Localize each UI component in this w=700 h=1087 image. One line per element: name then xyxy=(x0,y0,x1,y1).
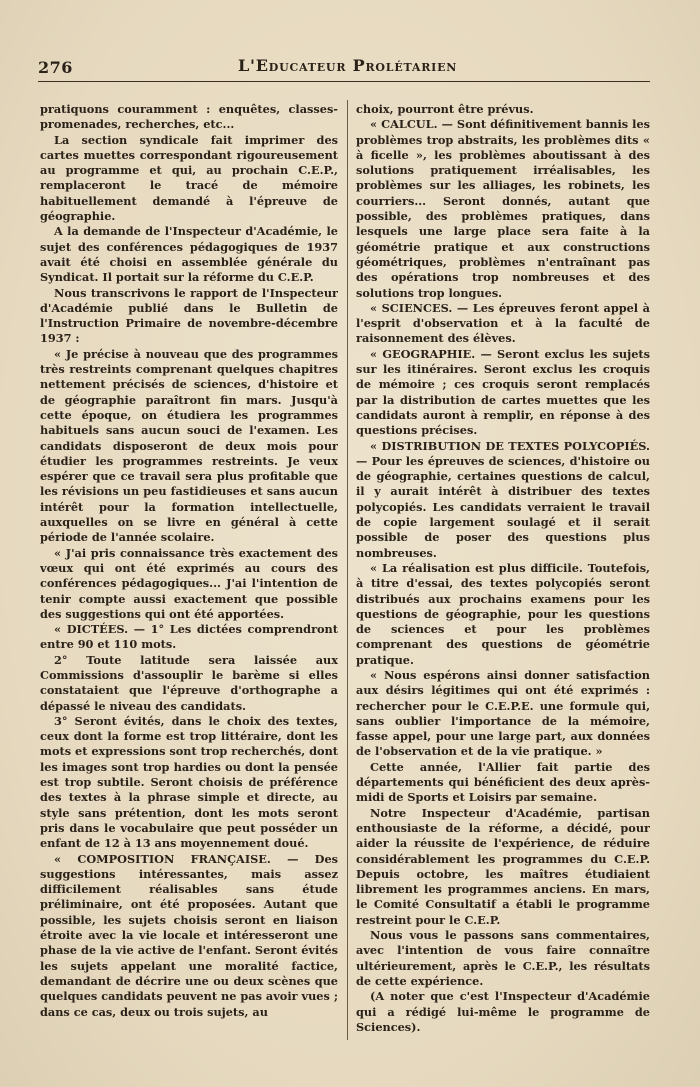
left-column xyxy=(40,102,338,1047)
paragraph: (A noter que c'est l'Inspecteur d'Académie qui a rédigé lui-même le programme de Sciences). xyxy=(356,989,650,1034)
running-title: L'Educateur Prolétarien xyxy=(238,56,458,75)
page-number: 276 xyxy=(38,58,73,77)
page-header xyxy=(38,56,650,80)
paragraph: La section syndicale fait imprimer des cartes muettes correspondant rigoureusement au programme et qui, au prochain C.E.P., remplaceront le tracé de mémoire habituellement demandé à l'épreuve de géographie. xyxy=(40,132,338,224)
paragraph: « J'ai pris connaissance très exactement des vœux qui ont été exprimés au cours des conférences pédagogiques... J'ai l'intention de tenir compte aussi exactement que possible des suggestions qui ont été apportées. xyxy=(40,545,338,621)
paragraph: A la demande de l'Inspecteur d'Académie, le sujet des conférences pédagogiques de 1937 avait été choisi en assemblée générale du Syndicat. Il portait sur la réforme du C.E.P. xyxy=(40,224,338,285)
paragraph: « DICTÉES. — 1° Les dictées comprendront entre 90 et 110 mots. xyxy=(40,622,338,652)
paragraph: « CALCUL. — Sont définitivement bannis les problèmes trop abstraits, les problèmes dits « à ficelle », les problèmes aboutissant à des solutions pratiquement irréalisables, les problèmes sur les alliages, les robinets, les courriers... Seront donnés, autant que possible, des problèmes pratiques, dans lesquels une large place sera faite à la géométrie pratique et aux constructions géométriques, problèmes n'entraînant pas des opérations trop nombreuses et des solutions trop longues. xyxy=(356,117,650,300)
paragraph: « SCIENCES. — Les épreuves feront appel à l'esprit d'observation et à la faculté de raisonnement des élèves. xyxy=(356,300,650,346)
paragraph: pratiquons couramment : enquêtes, classes-promenades, recherches, etc... xyxy=(40,102,338,132)
paragraph: « La réalisation est plus difficile. Toutefois, à titre d'essai, des textes polycopiés seront distribués aux prochains examens pour les questions de géographie, pour les questions de sciences et pour les problèmes comprenant des questions de géométrie pratique. xyxy=(356,560,650,667)
paragraph: Nous vous le passons sans commentaires, avec l'intention de vous faire connaître ultérieurement, après le C.E.P., les résultats de cette expérience. xyxy=(356,928,650,988)
paragraph: « Nous espérons ainsi donner satisfaction aux désirs légitimes qui ont été exprimés : rechercher pour le C.E.P.E. une formule qui, sans oublier l'importance de la mémoire, fasse appel, pour une large part, aux données de l'observation et de la vie pratique. » xyxy=(356,667,650,759)
paragraph: choix, pourront être prévus. xyxy=(356,102,534,116)
right-column xyxy=(356,102,650,1047)
paragraph: Cette année, l'Allier fait partie des départements qui bénéficient des deux après-midi de Sports et Loisirs par semaine. xyxy=(356,759,650,805)
paragraph: « COMPOSITION FRANÇAISE. — Des suggestions intéressantes, mais assez difficilement réalisables sans étude préliminaire, ont été proposées. Autant que possible, les sujets choisis seront en liaison étroite avec la vie locale et intéresseront une phase de la vie active de l'enfant. Seront évités les sujets appelant une moralité factice, demandant de décrire une ou deux scènes que quelques candidats peuvent ne pas avoir vues ; dans ce cas, deux ou trois sujets, au xyxy=(40,851,338,1019)
column-divider xyxy=(347,100,348,1040)
paragraph: « DISTRIBUTION DE TEXTES POLYCOPIÉS. — Pour les épreuves de sciences, d'histoire ou de géographie, certaines questions de calcul, il y aurait intérêt à distribuer des textes polycopiés. Les candidats verraient le travail de copie largement soulagé et il serait possible de poser des questions plus nombreuses. xyxy=(356,438,650,560)
paragraph: Notre Inspecteur d'Académie, partisan enthousiaste de la réforme, a décidé, pour aider la réussite de l'expérience, de réduire considérablement les programmes du C.E.P. Depuis octobre, les maîtres étudiaient librement les programmes anciens. En mars, le Comité Consultatif a établi le programme restreint pour le C.E.P. xyxy=(356,805,650,927)
paragraph: « Je précise à nouveau que des programmes très restreints comprenant quelques chapitres nettement précisés de sciences, d'histoire et de géographie paraîtront fin mars. Jusqu'à cette époque, on étudiera les programmes habituels sans aucun souci de l'examen. Les candidats disposeront de deux mois pour étudier les programmes restreints. Je veux espérer que ce travail sera plus profitable que les révisions un peu fastidieuses et sans aucun intérêt pour la formation intellectuelle, auxquelles on se livre en général à cette période de l'année scolaire. xyxy=(40,346,338,545)
header-rule xyxy=(38,81,650,82)
paragraph: Nous transcrivons le rapport de l'Inspecteur d'Académie publié dans le Bulletin de l'Instruction Primaire de novembre-décembre 1937 : xyxy=(40,285,338,346)
paragraph: « GEOGRAPHIE. — Seront exclus les sujets sur les itinéraires. Seront exclus les croquis de mémoire ; ces croquis seront remplacés par la distribution de cartes muettes que les candidats auront à remplir, en réponse à des questions précises. xyxy=(356,346,650,438)
paragraph: 2° Toute latitude sera laissée aux Commissions d'assouplir le barème si elles constataient que l'épreuve d'orthographe a dépassé le niveau des candidats. xyxy=(40,652,338,713)
paragraph: 3° Seront évités, dans le choix des textes, ceux dont la forme est trop littéraire, dont les mots et expressions sont trop recherchés, dont les images sont trop hardies ou dont la pensée est trop subtile. Seront choisis de préférence des textes à la phrase simple et directe, au style sans prétention, dont les mots seront pris dans le vocabulaire que peut posséder un enfant de 12 à 13 ans moyennement doué. xyxy=(40,713,338,851)
